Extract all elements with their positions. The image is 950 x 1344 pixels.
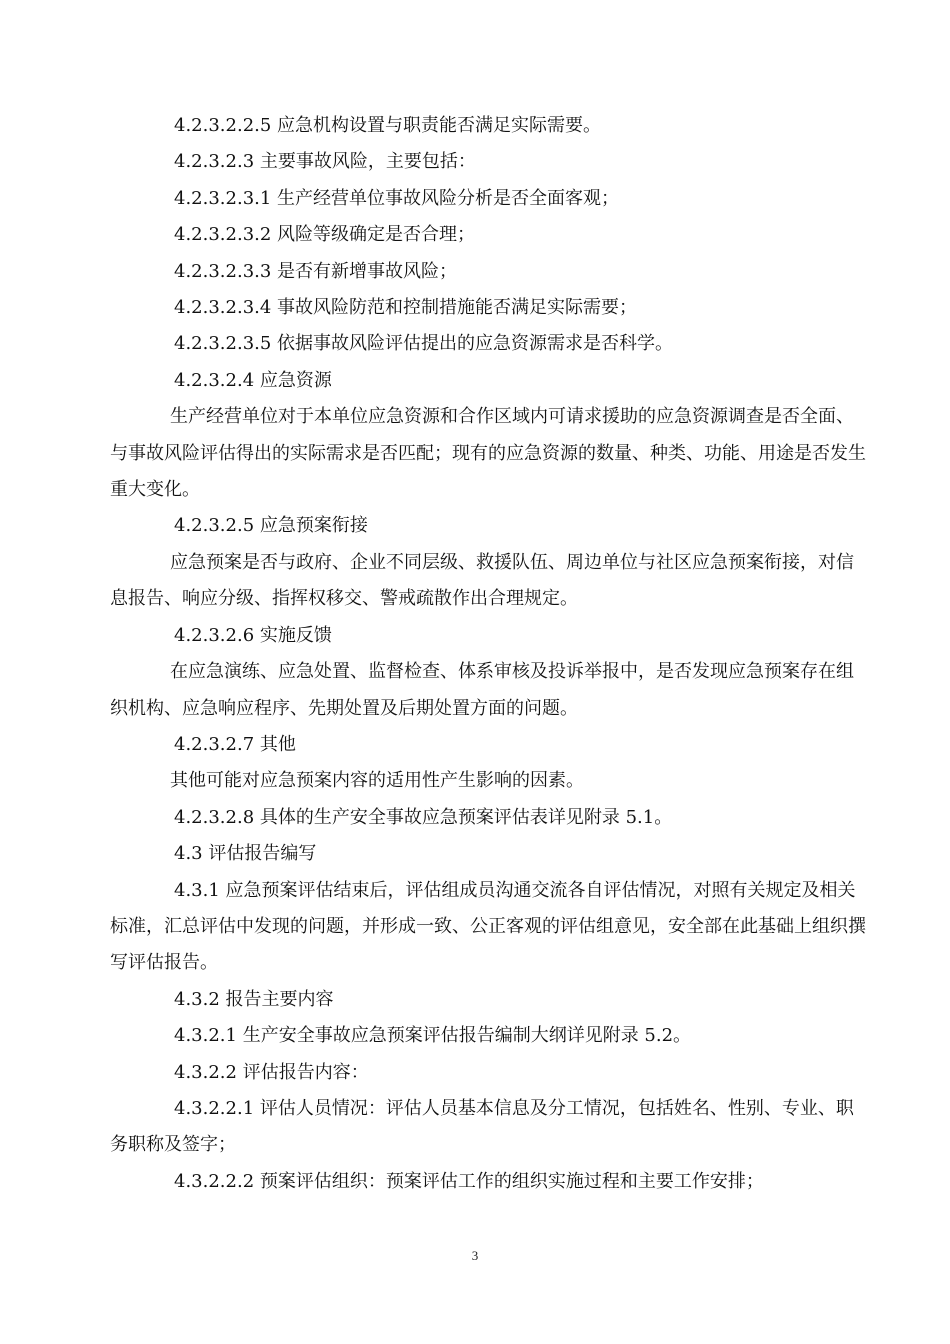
paragraph: 应急预案是否与政府、企业不同层级、救援队伍、周边单位与社区应急预案衔接，对信息报告、响应分级、指挥权移交、警戒疏散作出合理规定。 — [110, 551, 854, 610]
paragraph: 4.3.2.2.2 预案评估组织：预案评估工作的组织实施过程和主要工作安排； — [174, 1170, 764, 1192]
paragraph: 4.2.3.2.8 具体的生产安全事故应急预案评估表详见附录 5.1。 — [174, 806, 673, 828]
paragraph: 4.3.1 应急预案评估结束后，评估组成员沟通交流各自评估情况，对照有关规定及相关标准，汇总评估中发现的问题，并形成一致、公正客观的评估组意见，安全部在此基础上组织撰写评估报告。 — [110, 879, 866, 974]
section-heading: 4.3 评估报告编写 — [174, 843, 317, 865]
section-heading: 4.2.3.2.4 应急资源 — [174, 369, 332, 391]
paragraph: 4.2.3.2.3.3 是否有新增事故风险； — [174, 260, 458, 282]
paragraph: 生产经营单位对于本单位应急资源和合作区域内可请求援助的应急资源调查是否全面、与事故风险评估得出的实际需求是否匹配；现有的应急资源的数量、种类、功能、用途是否发生重大变化。 — [110, 406, 866, 501]
paragraph: 4.2.3.2.2.5 应急机构设置与职责能否满足实际需要。 — [174, 115, 602, 136]
paragraph: 4.3.2.2.1 评估人员情况：评估人员基本信息及分工情况，包括姓名、性别、专业、职务职称及签字； — [110, 1097, 854, 1156]
paragraph: 4.3.2.1 生产安全事故应急预案评估报告编制大纲详见附录 5.2。 — [174, 1025, 692, 1047]
paragraph: 4.3.2.2 评估报告内容： — [174, 1061, 369, 1083]
document-body — [110, 108, 870, 1200]
paragraph: 在应急演练、应急处置、监督检查、体系审核及投诉举报中，是否发现应急预案存在组织机构、应急响应程序、先期处置及后期处置方面的问题。 — [110, 661, 854, 719]
page-number: 3 — [471, 1248, 479, 1263]
section-heading: 4.2.3.2.6 实施反馈 — [174, 624, 332, 646]
section-heading: 4.2.3.2.7 其他 — [174, 733, 296, 755]
paragraph: 4.2.3.2.3.1 生产经营单位事故风险分析是否全面客观； — [174, 187, 620, 209]
paragraph: 4.2.3.2.3.5 依据事故风险评估提出的应急资源需求是否科学。 — [174, 333, 674, 355]
paragraph: 4.2.3.2.3.4 事故风险防范和控制措施能否满足实际需要； — [174, 297, 638, 319]
paragraph: 4.2.3.2.3 主要事故风险，主要包括： — [174, 151, 476, 173]
paragraph: 其他可能对应急预案内容的适用性产生影响的因素。 — [170, 770, 584, 792]
section-heading: 4.2.3.2.5 应急预案衔接 — [174, 515, 368, 537]
section-heading: 4.3.2 报告主要内容 — [174, 988, 334, 1010]
paragraph: 4.2.3.2.3.2 风险等级确定是否合理； — [174, 224, 476, 246]
